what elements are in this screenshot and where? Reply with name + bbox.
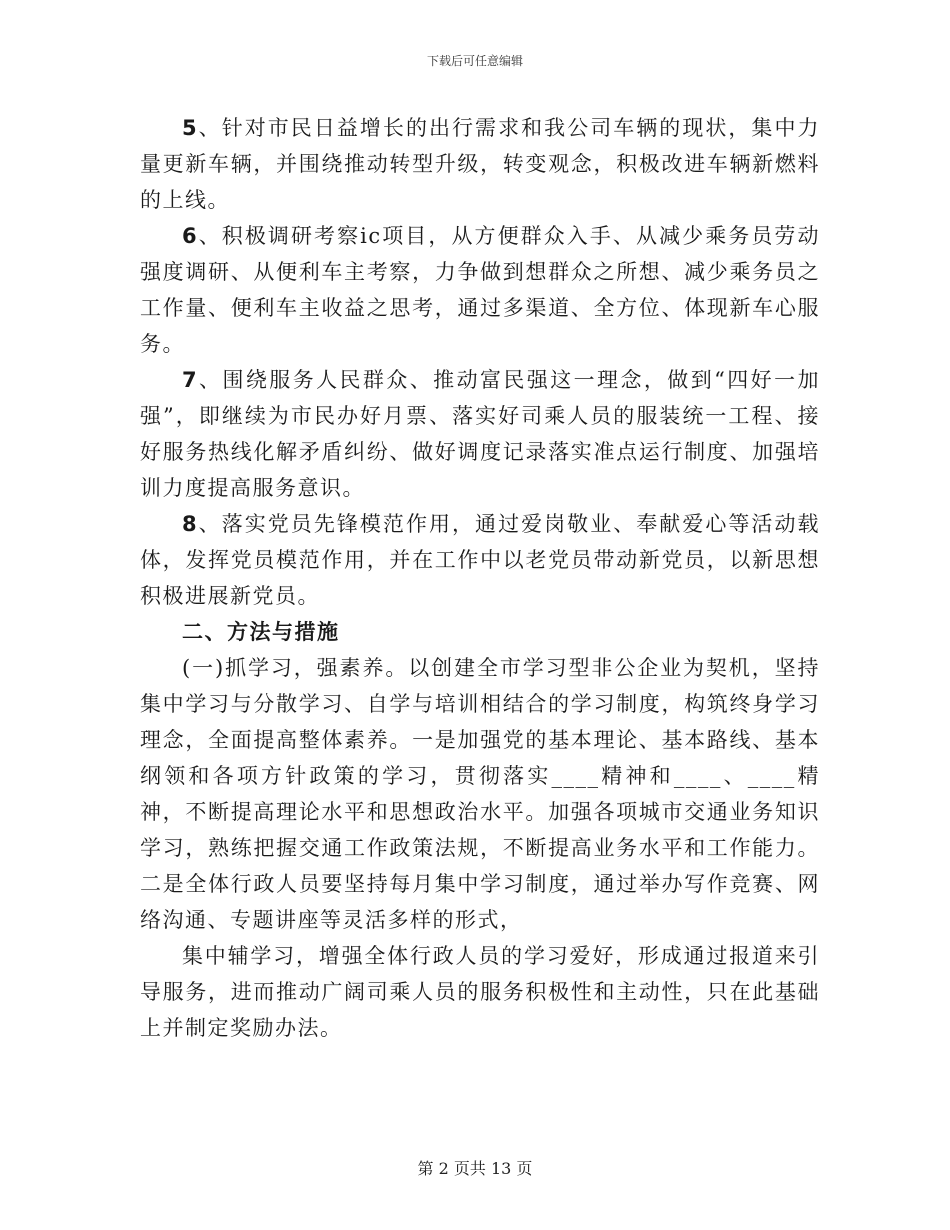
item-text: 、落实党员先锋模范作用，通过爱岗敬业、奉献爱心等活动载体，发挥党员模范作用，并在工作中以老党员带动新党员，以新思想积极进展新党员。 [140, 512, 820, 608]
body-paragraph-2: 集中辅学习，增强全体行政人员的学习爱好，形成通过报道来引导服务，进而推动广阔司乘人员的服务积极性和主动性，只在此基础上并制定奖励办法。 [140, 944, 820, 1040]
item-text: 、积极调研考察ic项目，从方便群众入手、从减少乘务员劳动强度调研、从便利车主考察，力争做到想群众之所想、减少乘务员之工作量、便利车主收益之思考，通过多渠道、全方位、体现新车心服务。 [140, 224, 820, 356]
item-number: 7 [182, 368, 199, 392]
page-footer: 第 2 页共 13 页 [417, 1159, 533, 1178]
page-header: 下载后可任意编辑 [426, 54, 523, 68]
item-number: 8 [182, 512, 199, 536]
body-paragraph-1: (一)抓学习，强素养。以创建全市学习型非公企业为契机，坚持集中学习与分散学习、自学与培训相结合的学习制度，构筑终身学习理念，全面提高整体素养。一是加强党的基本理论、基本路线、基本纲领和各项方针政策的学习，贯彻落实____精神和____、____精神，不断提高理论水平和思想政治水平。加强各项城市交通业务知识学习，熟练把握交通工作政策法规，不断提高业务水平和工作能力。二是全体行政人员要坚持每月集中学习制度，通过举办写作竞赛、网络沟通、专题讲座等灵活多样的形式， [140, 656, 820, 932]
list-item-8 [140, 506, 820, 614]
list-item-5 [140, 110, 820, 218]
item-text: 、围绕服务人民群众、推动富民强这一理念，做到“四好一加强”，即继续为市民办好月票、落实好司乘人员的服装统一工程、接好服务热线化解矛盾纠纷、做好调度记录落实准点运行制度、加强培训力度提高服务意识。 [140, 368, 820, 500]
section-heading: 二、方法与措施 [182, 619, 340, 644]
list-item-6 [140, 218, 820, 362]
list-item-7 [140, 362, 820, 506]
item-text: 、针对市民日益增长的出行需求和我公司车辆的现状，集中力量更新车辆，并围绕推动转型升级，转变观念，积极改进车辆新燃料的上线。 [140, 116, 820, 212]
document-body [140, 110, 820, 1046]
item-number: 6 [182, 224, 199, 248]
item-number: 5 [182, 116, 199, 140]
